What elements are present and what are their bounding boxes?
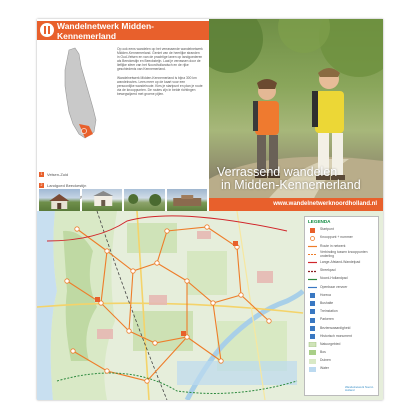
node-icon: [308, 236, 317, 241]
tagline-line: in Midden-Kennemerland: [221, 178, 361, 192]
legend-item: [308, 349, 375, 357]
transit-line-icon: [308, 285, 317, 290]
region-inset-map: [39, 46, 115, 164]
legend-label: Knooppunt + nummer: [320, 235, 353, 240]
walker-logo-icon: [40, 23, 54, 37]
legend-item: [308, 251, 375, 259]
legend-label: Startpunt: [320, 227, 334, 232]
place-item: [39, 169, 93, 180]
cover-photo: [209, 19, 383, 211]
tagline-line: Verrassend wandelen: [217, 165, 338, 179]
legend-label: Parkeren: [320, 317, 334, 322]
place-number: 2: [40, 183, 43, 187]
monument-icon: [308, 334, 317, 339]
legend-label: Route in netwerk: [320, 243, 346, 248]
legend-brand: Wandelnetwerk Noord-Holland: [345, 385, 374, 392]
info-panel: [37, 19, 209, 211]
water-icon: [308, 367, 317, 372]
legend-item: [308, 283, 375, 291]
train-station-icon: [308, 309, 317, 314]
legend-title: LEGENDA: [308, 219, 331, 224]
legend-item: [308, 300, 375, 308]
legend-label: Horeca: [320, 292, 331, 297]
legend-item: [308, 259, 375, 267]
legend-item: [308, 292, 375, 300]
forest-icon: [308, 350, 317, 355]
legend-item: [308, 341, 375, 349]
legend-item: [308, 226, 375, 234]
photo-house: [39, 189, 80, 211]
legend-label: Duinen: [320, 358, 331, 363]
legend-label: Noord-Hollandpad: [320, 276, 348, 281]
regional-line-icon: [308, 269, 317, 274]
long-distance-line-icon: [308, 260, 317, 265]
legend-item: [308, 267, 375, 275]
place-label: Landgoed Beeckestijn: [47, 183, 87, 188]
photo-fort: [167, 189, 208, 211]
legend-label: Treinstation: [320, 309, 338, 314]
route-line-icon: [308, 244, 317, 249]
map-legend: [304, 216, 379, 396]
attraction-icon: [308, 326, 317, 331]
intro-paragraph: Op ook eens wandelen op het verrassende wandelnetwerk Midden-Kennemerland. Geniet van de heerlijke stranden in Oud-Velsen en van de prachtige lanen op landgoederen als Beeckestijn en Beecksteijn. Laat je verrassen door de lieflijke sfeer van het Noordhollandsch en de rijke geschiedenis van Kennemerland.: [117, 47, 203, 72]
photo-estate: [82, 189, 123, 211]
legend-label: Streekpad: [320, 268, 336, 273]
website-url[interactable]: www.wandelnetwerknoordholland.nl: [209, 198, 383, 211]
intro-paragraph: Wandelnetwerk Midden-Kennemerland is bijna 300 km wandelroutes. Lees meer op de kaart voor een persoonlijke wandelroute. Kies je startpunt en plan je route via de knooppunten. De routes zijn in beide richtingen bewegwijzerd met groene pijlen.: [117, 75, 203, 96]
legend-item: [308, 332, 375, 340]
legend-label: Water: [320, 366, 329, 371]
legend-item: [308, 324, 375, 332]
photo-strip: [39, 189, 207, 211]
legend-item: [308, 357, 375, 365]
legend-item: [308, 234, 375, 242]
brochure: [37, 19, 383, 400]
legend-label: Bos: [320, 350, 326, 355]
parking-icon: [308, 318, 317, 323]
legend-item: [308, 275, 375, 283]
legend-label: Bushalte: [320, 300, 334, 305]
intro-text: [117, 47, 203, 100]
legend-label: Verbinding tussen knooppunten onderling: [320, 250, 368, 258]
legend-label: Historisch monument: [320, 333, 352, 338]
panel-header: [37, 21, 209, 40]
nature-area-icon: [308, 342, 317, 347]
startpoint-icon: [308, 228, 317, 233]
legend-label: Lange-Afstand-Wandelpad: [320, 260, 361, 265]
photo-dunes: [124, 189, 165, 211]
noord-holland-line-icon: [308, 277, 317, 282]
place-label: Velsen-Zuid: [47, 172, 69, 177]
place-number: 1: [40, 172, 43, 176]
legend-item: [308, 308, 375, 316]
dunes-icon: [308, 359, 317, 364]
legend-label: Bezienswaardigheid: [320, 325, 351, 330]
legend-label: Natuurgebied: [320, 341, 341, 346]
legend-item: [308, 365, 375, 373]
bus-stop-icon: [308, 301, 317, 306]
panel-title: Wandelnetwerk Midden-Kennemerland: [57, 20, 154, 41]
cover-tagline: [217, 166, 383, 192]
horeca-icon: [308, 293, 317, 298]
legend-label: Openbaar vervoer: [320, 284, 348, 289]
connection-line-icon: [308, 252, 317, 257]
legend-item: [308, 316, 375, 324]
